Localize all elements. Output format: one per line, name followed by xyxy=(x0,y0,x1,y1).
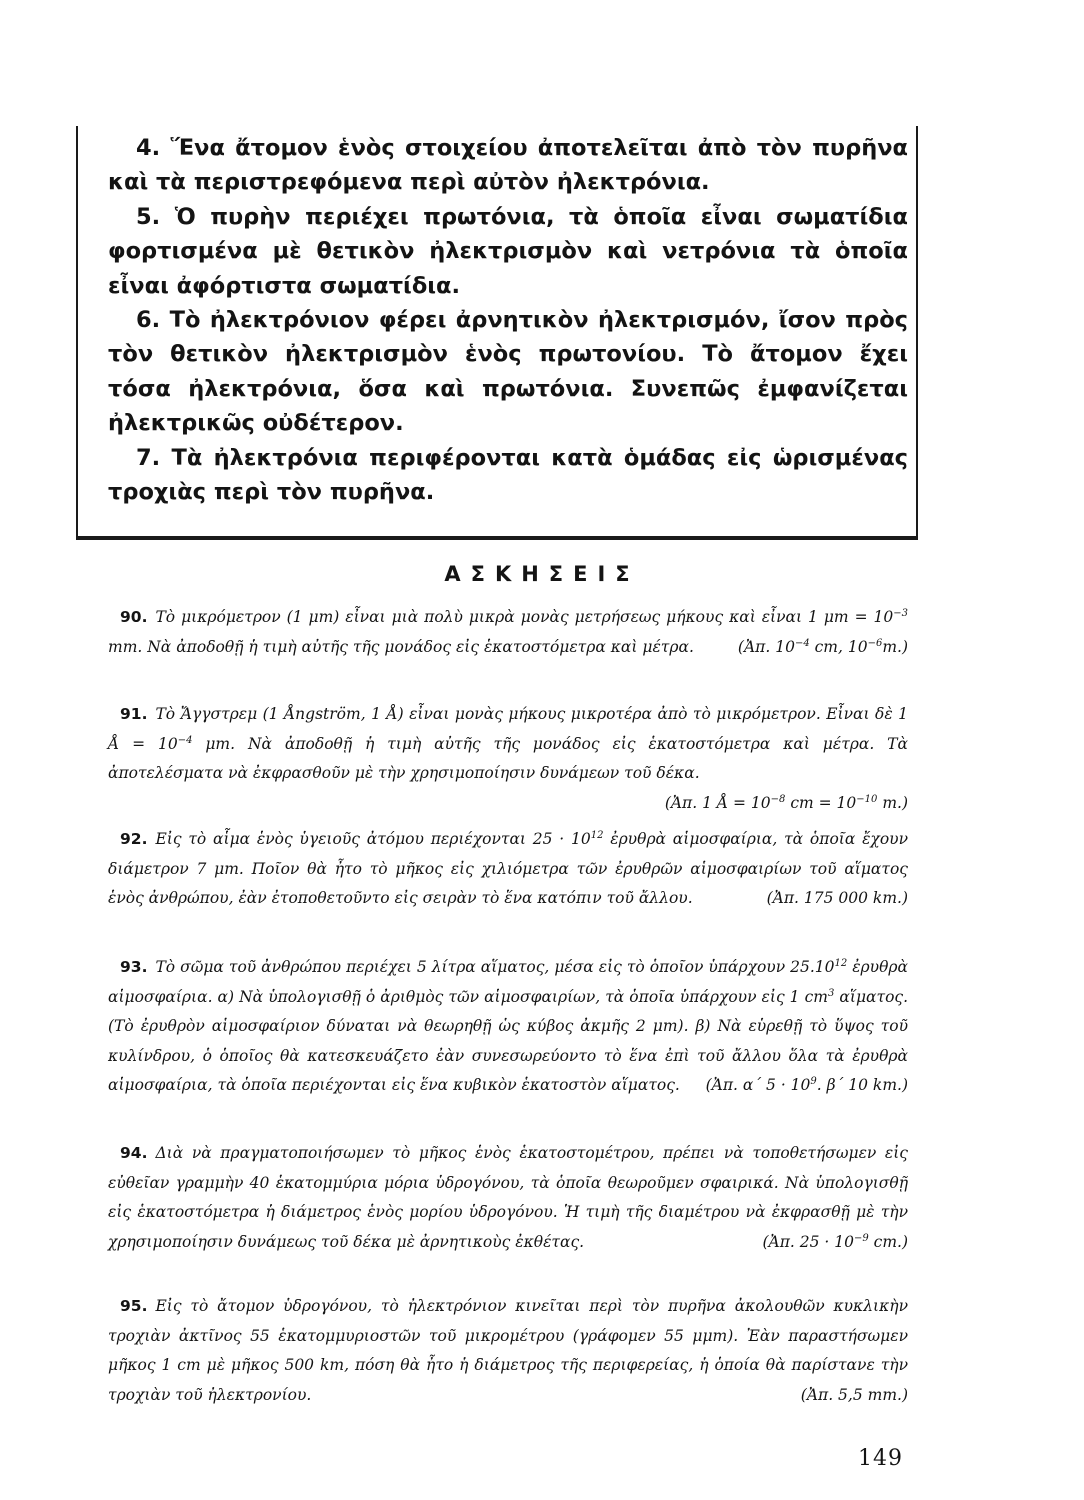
item-text: Ὁ πυρὴν περιέχει πρωτόνια, τὰ ὁποῖα εἶναι σωματίδια φορτισμένα μὲ θετικὸν ἠλεκτρισμὸν καὶ νετρόνια τὰ ὁποῖα εἶναι ἀφόρτιστα σωματίδια. xyxy=(108,203,908,299)
exercise-text: αἵματος. (Τὸ ἐρυθρὸν αἱμοσφαίριον δύναται νὰ θεωρηθῇ ὡς κύβος ἀκμῆς 2 μm). β) Νὰ εὑρεθῇ τὸ ὕψος τοῦ κυλίνδρου, ὁ ὁποῖος θὰ κατεσκευάζετο ἐὰν συνεσωρεύοντο τὸ ἕνα ἐπὶ τοῦ ἄλλου ὅλα τὰ ἐρυθρὰ αἱμοσφαίρια, τὰ ὁποῖα περιέχονται εἰς ἕνα κυβικὸν ἑκατοστὸν αἵματος. xyxy=(108,987,909,1094)
exercise-text: Τὸ Ἄγγστρεμ (1 Ångström, 1 Å) εἶναι μονὰς μήκους μικροτέρα ἀπὸ τὸ μικρόμετρον. Εἶναι δὲ 1 Å = 10 xyxy=(108,705,908,753)
exercise-number: 90. xyxy=(120,608,148,626)
answer-text: m.) xyxy=(877,793,908,812)
exponent: 9 xyxy=(810,1075,817,1087)
exponent: −6 xyxy=(867,637,883,649)
item-number: 4. xyxy=(136,135,161,161)
answer xyxy=(738,633,908,663)
exercise-number: 93. xyxy=(120,958,148,976)
exercise-text: ἐρυθρὰ αἱμοσφαίρια, τὰ ὁποῖα ἔχουν διάμετρον 7 μm. Ποῖον θὰ ἦτο τὸ μῆκος εἰς χιλιόμετρα τῶν ἐρυθρῶν αἱμοσφαιρίων τοῦ αἵματος ἑνὸς ἀνθρώπου, ἐὰν ἐτοποθετοῦντο εἰς σειρὰν τὸ ἕνα κατόπιν τοῦ ἄλλου. xyxy=(108,830,908,907)
exercise-94 xyxy=(108,1139,908,1257)
item-text: Τὰ ἠλεκτρόνια περιφέρονται κατὰ ὁμάδας εἰς ὡρισμένας τροχιὰς περὶ τὸν πυρῆνα. xyxy=(108,444,908,506)
exercise-91 xyxy=(108,700,908,818)
exponent: 12 xyxy=(834,957,848,969)
answer xyxy=(665,789,908,819)
exercise-number: 94. xyxy=(120,1144,148,1162)
answer-text: cm = 10 xyxy=(785,793,857,812)
item-number: 5. xyxy=(136,203,161,230)
exponent: −3 xyxy=(893,607,908,619)
exercise-text: Τὸ σῶμα τοῦ ἀνθρώπου περιέχει 5 λίτρα αἵματος, μέσα εἰς τὸ ὁποῖον ὑπάρχουν 25.10 xyxy=(155,958,835,976)
answer-text: (Ἀπ. 1 Å = 10 xyxy=(664,793,771,812)
answer-text: cm, 10 xyxy=(809,637,868,656)
summary-item-6 xyxy=(108,303,908,441)
exercise-text: Τὸ μικρόμετρον (1 μm) εἶναι μιὰ πολὺ μικρὰ μονὰς μετρήσεως μήκους καὶ εἶναι 1 μm = 10 xyxy=(155,608,894,626)
exponent: −10 xyxy=(856,793,878,805)
exercise-text: ἐρυθρὰ αἱμοσφαίρια. α) Νὰ ὑπολογισθῇ ὁ ἀριθμὸς τῶν αἱμοσφαιρίων, τὰ ὁποῖα ὑπάρχουν εἰς 1 cm xyxy=(108,958,908,1006)
answer-text: (Ἀπ. 10 xyxy=(737,637,795,656)
exercise-text: μm. Νὰ ἀποδοθῇ ἡ τιμὴ αὐτῆς τῆς μονάδος εἰς ἑκατοστόμετρα καὶ μέτρα. Τὰ ἀποτελέσματα νὰ ἐκφρασθοῦν μὲ τὴν χρησιμοποίησιν δυνάμεων τοῦ δέκα. xyxy=(108,734,908,782)
item-number: 6. xyxy=(136,307,161,334)
item-text: Ἕνα ἄτομον ἑνὸς στοιχείου ἀποτελεῖται ἀπὸ τὸν πυρῆνα καὶ τὰ περιστρεφόμενα περὶ αὐτὸν ἠλεκτρόνια. xyxy=(108,135,908,196)
section-title: ΑΣΚΗΣΕΙΣ xyxy=(444,562,640,586)
answer-text: m.) xyxy=(882,637,908,656)
exercise-95 xyxy=(108,1292,908,1410)
summary-item-7 xyxy=(108,441,908,510)
exponent: −8 xyxy=(770,793,786,805)
exercise-93 xyxy=(108,953,908,1101)
exponent: −4 xyxy=(794,637,810,649)
exercise-number: 91. xyxy=(120,705,148,723)
exponent: 12 xyxy=(590,829,604,841)
answer xyxy=(706,1071,908,1101)
exercise-text: Διὰ νὰ πραγματοποιήσωμεν τὸ μῆκος ἑνὸς ἑκατοστομέτρου, πρέπει νὰ τοποθετήσωμεν εἰς εὐθεῖαν γραμμὴν 40 ἑκατομμύρια μόρια ὑδρογόνου, τὰ ὁποῖα θεωροῦμεν σφαιρικά. Νὰ ὑπολογισθῇ εἰς ἑκατοστόμετρα ἡ διάμετρος ἑνὸς μορίου ὑδρογόνου. Ἡ τιμὴ τῆς διαμέτρου νὰ ἐκφρασθῇ μὲ τὴν χρησιμοποίησιν δυνάμεως τοῦ δέκα μὲ ἀρνητικοὺς ἐκθέτας. xyxy=(108,1144,908,1251)
summary-text xyxy=(108,131,908,509)
exercise-text: mm. Νὰ ἀποδοθῇ ἡ τιμὴ αὐτῆς τῆς μονάδος εἰς ἑκατοστόμετρα καὶ μέτρα. xyxy=(108,637,694,656)
exponent: −4 xyxy=(177,734,193,746)
item-text: Τὸ ἠλεκτρόνιον φέρει ἀρνητικὸν ἠλεκτρισμόν, ἴσον πρὸς τὸν θετικὸν ἠλεκτρισμὸν ἑνὸς πρωτονίου. Τὸ ἄτομον ἔχει τόσα ἠλεκτρόνια, ὅσα καὶ πρωτόνια. Συνεπῶς ἐμφανίζεται ἠλεκτρικῶς οὐδέτερον. xyxy=(108,307,908,437)
answer: (Ἀπ. 5,5 mm.) xyxy=(800,1385,908,1404)
answer-text: (Ἀπ. 25 · 10 xyxy=(762,1232,854,1251)
answer-text: (Ἀπ. α΄ 5 · 10 xyxy=(705,1076,811,1094)
page-number: 149 xyxy=(858,1446,903,1471)
summary-item-5 xyxy=(108,200,908,303)
summary-item-4 xyxy=(108,131,908,200)
answer xyxy=(762,1228,908,1258)
answer-text: . β΄ 10 km.) xyxy=(816,1076,908,1094)
exercise-number: 92. xyxy=(120,830,148,848)
exercise-text: Εἰς τὸ αἷμα ἑνὸς ὑγειοῦς ἀτόμου περιέχονται 25 · 10 xyxy=(155,830,591,848)
exponent: 3 xyxy=(827,987,835,999)
answer: (Ἀπ. 175 000 km.) xyxy=(766,889,908,907)
exercise-90 xyxy=(108,603,908,662)
exercise-92 xyxy=(108,825,908,914)
item-number: 7. xyxy=(136,444,161,471)
exponent: −9 xyxy=(853,1232,869,1244)
answer-text: cm.) xyxy=(868,1232,908,1251)
exercise-number: 95. xyxy=(120,1297,148,1315)
exercise-text: Εἰς τὸ ἄτομον ὑδρογόνου, τὸ ἠλεκτρόνιον κινεῖται περὶ τὸν πυρῆνα ἀκολουθῶν κυκλικὴν τροχιὰν ἀκτῖνος 55 ἑκατομμυριοστῶν τοῦ μικρομέτρου (γράφομεν 55 μμm). Ἐὰν παραστήσωμεν μῆκος 1 cm μὲ μῆκος 500 km, πόση θὰ ἦτο ἡ διάμετρος τῆς περιφερείας, ἡ ὁποία θὰ παρίστανε τὴν τροχιὰν τοῦ ἠλεκτρονίου. xyxy=(108,1297,908,1404)
